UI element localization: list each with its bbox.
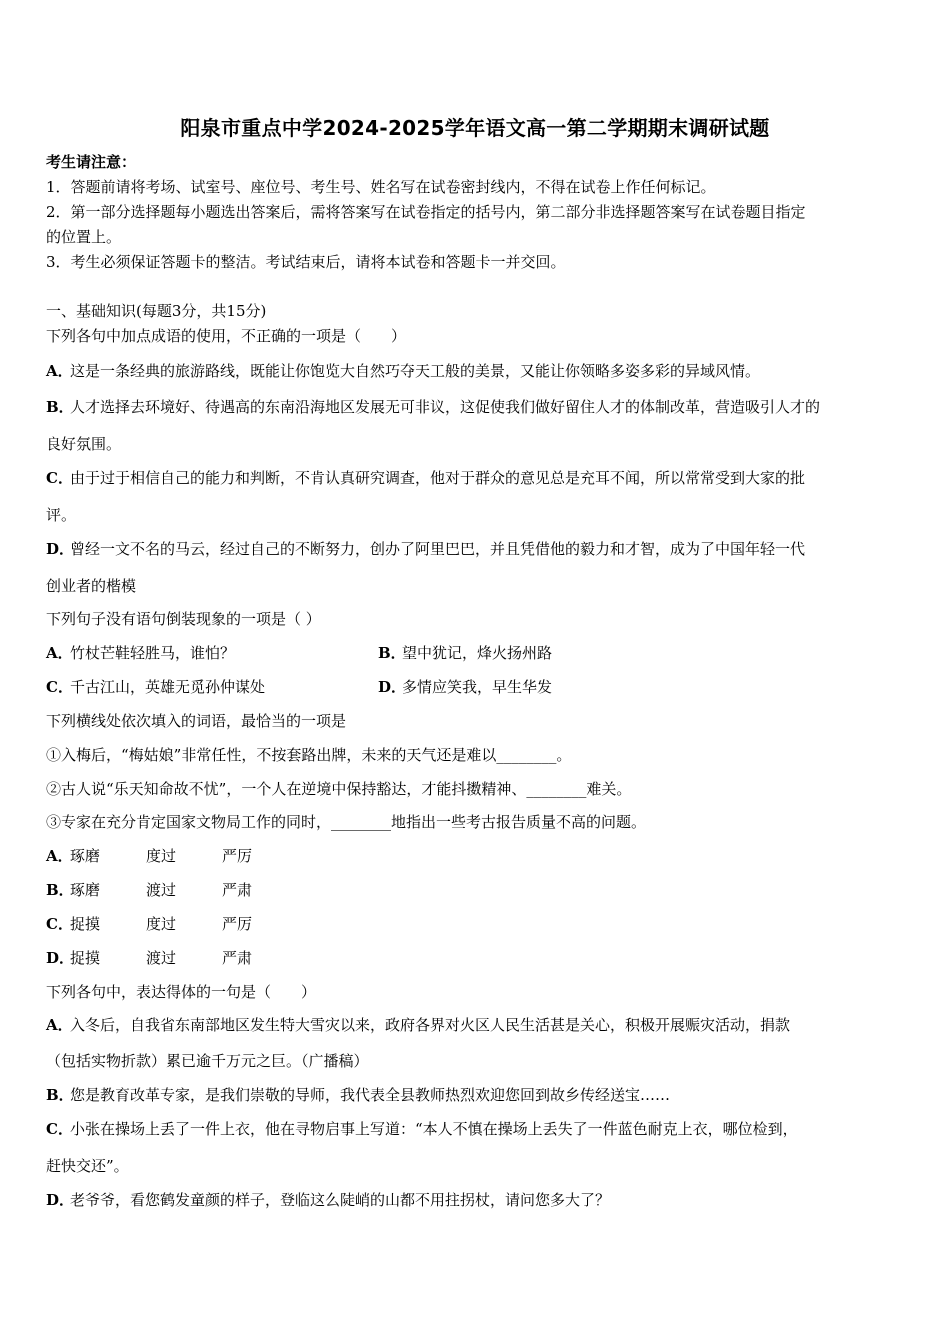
q1-option-c-cont: 评。 bbox=[46, 506, 77, 524]
option-word: 度过 bbox=[146, 847, 177, 865]
option-label: A． bbox=[46, 644, 73, 662]
option-label: A． bbox=[46, 847, 73, 865]
option-text: 由于过于相信自己的能力和判断，不肯认真研究调查，他对于群众的意见总是充耳不闻，所以常常受到大家的批 bbox=[70, 469, 806, 487]
option-text: 人才选择去环境好、待遇高的东南沿海地区发展无可非议，这促使我们做好留住人才的体制改革，营造吸引人才的 bbox=[70, 398, 821, 416]
q3-sentence-2: ②古人说“乐天知命故不忧”，一个人在逆境中保持豁达，才能抖擞精神、________难关。 bbox=[46, 780, 632, 798]
q2-stem: 下列句子没有语句倒装现象的一项是（ ） bbox=[46, 610, 321, 628]
option-word: 度过 bbox=[146, 915, 177, 933]
notice-heading: 考生请注意： bbox=[46, 153, 137, 171]
option-label: A． bbox=[46, 362, 73, 380]
q2-option-b bbox=[378, 643, 552, 663]
q2-option-c bbox=[46, 677, 265, 697]
q1-option-c bbox=[46, 468, 805, 488]
q4-option-d bbox=[46, 1190, 610, 1210]
q4-option-a bbox=[46, 1015, 790, 1035]
q4-option-b bbox=[46, 1085, 670, 1105]
option-word: 严肃 bbox=[222, 881, 253, 899]
section-heading: 一、基础知识(每题3分，共15分) bbox=[46, 302, 267, 320]
q1-option-a bbox=[46, 361, 760, 381]
q2-option-a bbox=[46, 643, 235, 663]
option-text: 竹杖芒鞋轻胜马，谁怕？ bbox=[70, 644, 236, 662]
option-word: 严厉 bbox=[222, 915, 253, 933]
q2-option-d bbox=[378, 677, 552, 697]
q1-option-b bbox=[46, 397, 820, 417]
q4-stem: 下列各句中，表达得体的一句是（ ） bbox=[46, 983, 317, 1001]
option-word: 渡过 bbox=[146, 881, 177, 899]
q1-option-d-cont: 创业者的楷模 bbox=[46, 577, 137, 595]
notice-item: 1．答题前请将考场、试室号、座位号、考生号、姓名写在试卷密封线内，不得在试卷上作任何标记。 bbox=[46, 178, 716, 196]
option-label: B． bbox=[46, 881, 74, 899]
q3-sentence-3: ③专家在充分肯定国家文物局工作的同时，________地指出一些考古报告质量不高的问题。 bbox=[46, 813, 647, 831]
q4-option-a-cont: （包括实物折款）累已逾千万元之巨。（广播稿） bbox=[46, 1052, 369, 1070]
option-label: D． bbox=[46, 540, 75, 558]
option-text: 入冬后，自我省东南部地区发生特大雪灾以来，政府各界对火区人民生活甚是关心，积极开展赈灾活动，捐款 bbox=[70, 1016, 791, 1034]
option-word: 琢磨 bbox=[70, 881, 101, 899]
option-text: 您是教育改革专家，是我们崇敬的导师，我代表全县教师热烈欢迎您回到故乡传经送宝…… bbox=[70, 1086, 671, 1104]
option-label: C． bbox=[46, 1120, 73, 1138]
q1-option-b-cont: 良好氛围。 bbox=[46, 435, 122, 453]
q4-option-c bbox=[46, 1119, 798, 1139]
notice-item: 的位置上。 bbox=[46, 228, 122, 246]
option-text: 千古江山，英雄无觅孙仲谋处 bbox=[70, 678, 266, 696]
option-label: D． bbox=[378, 678, 407, 696]
option-label: C． bbox=[46, 469, 73, 487]
option-word: 渡过 bbox=[146, 949, 177, 967]
option-label: B． bbox=[46, 398, 74, 416]
option-label: A． bbox=[46, 1016, 73, 1034]
option-label: B． bbox=[378, 644, 406, 662]
option-word: 严肃 bbox=[222, 949, 253, 967]
q1-option-d bbox=[46, 539, 805, 559]
option-text: 小张在操场上丢了一件上衣，他在寻物启事上写道：“本人不慎在操场上丢失了一件蓝色耐克上衣，哪位检到， bbox=[70, 1120, 798, 1138]
option-label: B． bbox=[46, 1086, 74, 1104]
option-text: 老爷爷，看您鹤发童颜的样子，登临这么陡峭的山都不用拄拐杖，请问您多大了？ bbox=[70, 1191, 611, 1209]
q3-option-a bbox=[46, 846, 252, 866]
q3-stem: 下列横线处依次填入的词语，最恰当的一项是 bbox=[46, 712, 347, 730]
option-text: 望中犹记，烽火扬州路 bbox=[402, 644, 553, 662]
option-text: 多情应笑我，早生华发 bbox=[402, 678, 553, 696]
q3-option-d bbox=[46, 948, 252, 968]
q3-option-c bbox=[46, 914, 252, 934]
option-label: D． bbox=[46, 1191, 75, 1209]
page-title: 阳泉市重点中学2024-2025学年语文高一第二学期期末调研试题 bbox=[180, 116, 770, 140]
option-label: C． bbox=[46, 915, 73, 933]
option-word: 捉摸 bbox=[70, 915, 101, 933]
option-text: 曾经一文不名的马云，经过自己的不断努力，创办了阿里巴巴，并且凭借他的毅力和才智，成为了中国年轻一代 bbox=[70, 540, 806, 558]
q1-stem: 下列各句中加点成语的使用，不正确的一项是（ ） bbox=[46, 327, 407, 345]
option-label: D． bbox=[46, 949, 75, 967]
q3-option-b bbox=[46, 880, 252, 900]
option-label: C． bbox=[46, 678, 73, 696]
notice-item: 2．第一部分选择题每小题选出答案后，需将答案写在试卷指定的括号内，第二部分非选择题答案写在试卷题目指定 bbox=[46, 203, 806, 221]
option-word: 琢磨 bbox=[70, 847, 101, 865]
option-text: 这是一条经典的旅游路线，既能让你饱览大自然巧夺天工般的美景，又能让你领略多姿多彩的异域风情。 bbox=[70, 362, 761, 380]
q3-sentence-1: ①入梅后，“梅姑娘”非常任性，不按套路出牌，未来的天气还是难以________。 bbox=[46, 746, 572, 764]
option-word: 严厉 bbox=[222, 847, 253, 865]
q4-option-c-cont: 赶快交还”。 bbox=[46, 1157, 129, 1175]
notice-item: 3．考生必须保证答题卡的整洁。考试结束后，请将本试卷和答题卡一并交回。 bbox=[46, 253, 566, 271]
option-word: 捉摸 bbox=[70, 949, 101, 967]
